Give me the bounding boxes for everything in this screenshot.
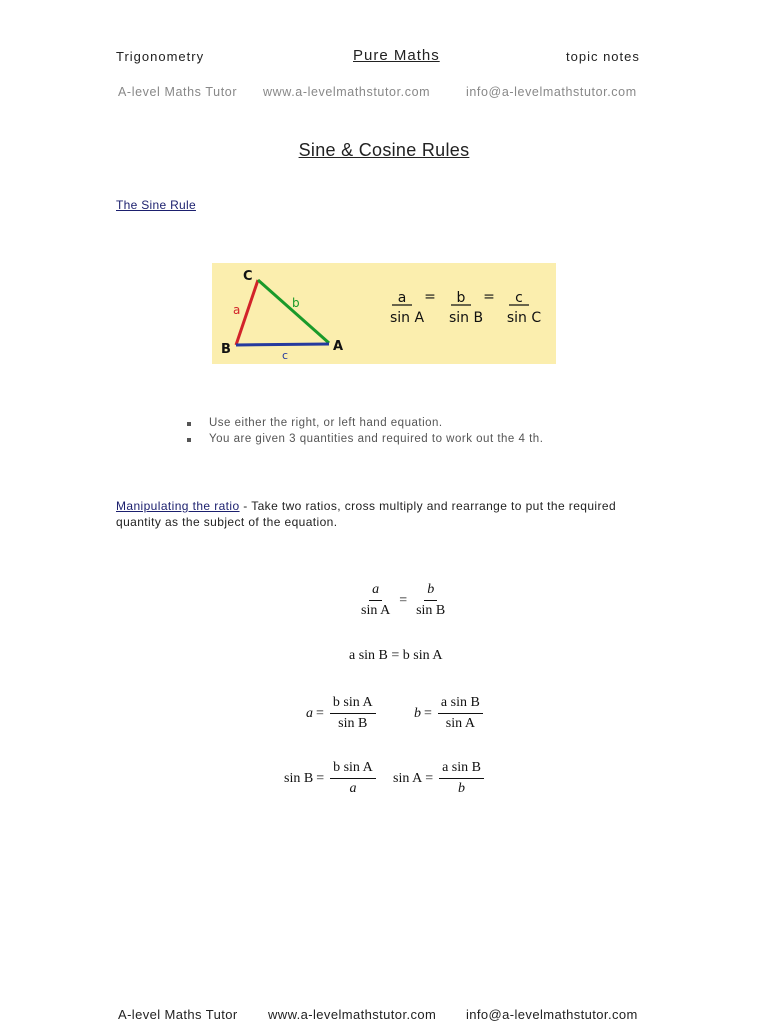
formula-eq-2: = bbox=[483, 289, 495, 305]
formula-den-sinb: sin B bbox=[448, 310, 484, 326]
side-a-label: a bbox=[233, 303, 241, 317]
bullet-icon bbox=[187, 422, 191, 426]
manipulating-ratio-heading: Manipulating the ratio bbox=[116, 499, 240, 513]
formula-den-sina: sin A bbox=[389, 310, 425, 326]
equation-ratio: $\frac{a}{\text{sin A}}$ = $\frac{b}{\text{sin B}}$ bbox=[355, 582, 451, 619]
header-subject: Pure Maths bbox=[353, 47, 440, 64]
equation-solve-b: b = $\frac{\text{a sin B}}{\text{sin A}}$ bbox=[414, 695, 486, 732]
sine-rule-figure bbox=[212, 263, 556, 364]
figure-background bbox=[212, 263, 556, 364]
equation-solve-sina: sin A = $\frac{\text{a sin B}}{b}$ bbox=[393, 760, 487, 797]
header-doc-type: topic notes bbox=[566, 49, 640, 64]
footer-brand: A-level Maths Tutor bbox=[118, 1007, 238, 1022]
side-c-line bbox=[236, 344, 329, 345]
formula-num-b: b bbox=[456, 290, 466, 306]
fraction: $\frac{\text{a sin B}}{\text{sin A}}$ bbox=[438, 695, 483, 732]
vertex-b-label: B bbox=[221, 342, 231, 357]
fraction: $\frac{\text{b sin A}}{\text{sin B}}$ bbox=[330, 695, 376, 732]
page-title: Sine & Cosine Rules bbox=[298, 140, 470, 160]
footer-website[interactable]: www.a-levelmathstutor.com bbox=[268, 1007, 437, 1022]
formula-num-a: a bbox=[397, 290, 407, 306]
header-topic: Trigonometry bbox=[116, 49, 205, 64]
fraction: $\frac{a}{\text{sin A}}$ bbox=[361, 582, 391, 618]
manipulating-ratio-paragraph bbox=[116, 498, 656, 530]
fraction: $\frac{\text{b sin A}}{a}$ bbox=[330, 760, 376, 797]
side-b-label: b bbox=[292, 296, 300, 310]
vertex-c-label: C bbox=[243, 269, 253, 284]
fraction: $\frac{b}{\text{sin B}}$ bbox=[416, 582, 446, 618]
vertex-a-label: A bbox=[333, 339, 344, 354]
triangle-diagram bbox=[212, 263, 556, 364]
equation-cross-multiplied: a sin B = b sin A bbox=[349, 648, 443, 663]
formula-eq-1: = bbox=[424, 289, 436, 305]
section-heading-sine-rule: The Sine Rule bbox=[116, 198, 196, 212]
subheader-email[interactable]: info@a-levelmathstutor.com bbox=[466, 85, 637, 99]
paragraph-line-2: quantity as the subject of the equation. bbox=[116, 515, 338, 529]
subheader-brand: A-level Maths Tutor bbox=[118, 85, 238, 99]
footer-email[interactable]: info@a-levelmathstutor.com bbox=[466, 1007, 638, 1022]
bullet-icon bbox=[187, 438, 191, 442]
equation-solve-sinb: sin B = $\frac{\text{b sin A}}{a}$ bbox=[284, 760, 379, 797]
formula-num-c: c bbox=[515, 290, 523, 306]
subheader-website[interactable]: www.a-levelmathstutor.com bbox=[263, 85, 431, 99]
side-c-label: c bbox=[282, 349, 289, 362]
equation-solve-a: a = $\frac{\text{b sin A}}{\text{sin B}}$ bbox=[306, 695, 379, 732]
bullet-list: Use either the right, or left hand equation. You are given 3 quantities and required to work out the 4 th. bbox=[187, 417, 687, 457]
fraction: $\frac{\text{a sin B}}{b}$ bbox=[439, 760, 484, 797]
paragraph-line-1: - Take two ratios, cross multiply and rearrange to put the required bbox=[239, 499, 617, 513]
formula-den-sinc: sin C bbox=[506, 310, 542, 326]
